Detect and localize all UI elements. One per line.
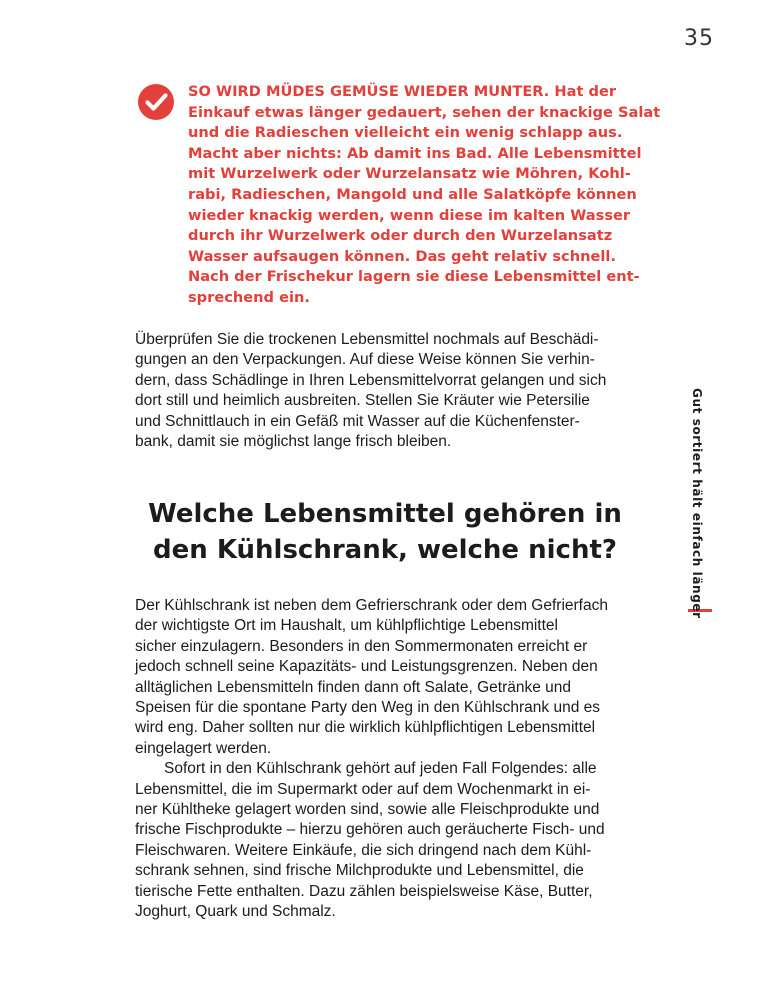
- page-number: 35: [684, 26, 714, 51]
- heading-line: den Kühlschrank, welche nicht?: [153, 535, 617, 565]
- text-line: eingelagert werden.: [135, 739, 272, 757]
- tip-line: rabi, Radieschen, Mangold und alle Salatköpfe können: [188, 185, 637, 203]
- heading-line: Welche Lebensmittel gehören in: [148, 499, 622, 529]
- tip-line: wieder knackig werden, wenn diese im kalten Wasser: [188, 206, 631, 224]
- tip-box: [136, 82, 661, 309]
- text-line: Der Kühlschrank ist neben dem Gefrierschrank oder dem Gefrierfach: [135, 597, 608, 614]
- text-line: frische Fischprodukte – hierzu gehören auch geräucherte Fisch- und: [135, 821, 605, 839]
- text-line: ner Kühltheke gelagert worden sind, sowie alle Fleischprodukte und: [135, 801, 600, 819]
- section-heading: [110, 496, 660, 568]
- text-line: sicher einzulagern. Besonders in den Sommermonaten erreicht er: [135, 637, 588, 655]
- tip-line: SO WIRD MÜDES GEMÜSE WIEDER MUNTER. Hat der: [188, 83, 617, 100]
- tip-line: mit Wurzelwerk oder Wurzelansatz wie Möhren, Kohl-: [188, 165, 631, 183]
- paragraph-fridge-intro: [135, 596, 635, 923]
- text-line: dort still und heimlich ausbreiten. Stellen Sie Kräuter wie Petersilie: [135, 392, 590, 410]
- check-circle-icon: [138, 84, 174, 120]
- chapter-title: Gut sortiert hält einfach länger: [690, 388, 704, 619]
- text-line: der wichtigste Ort im Haushalt, um kühlpflichtige Lebensmittel: [135, 617, 558, 635]
- text-line: Joghurt, Quark und Schmalz.: [135, 903, 336, 921]
- tip-line: Wasser aufsaugen können. Das geht relativ schnell.: [188, 247, 616, 265]
- text-line: und Schnittlauch in ein Gefäß mit Wasser auf die Küchenfenster-: [135, 412, 580, 430]
- text-line: bank, damit sie möglichst lange frisch bleiben.: [135, 433, 452, 451]
- text-line: dern, dass Schädlinge in Ihren Lebensmittelvorrat gelangen und sich: [135, 371, 607, 389]
- text-line: schrank sehnen, sind frische Milchprodukte und Lebensmittel, die: [135, 862, 584, 880]
- text-line: jedoch schnell seine Kapazitäts- und Leistungsgrenzen. Neben den: [135, 658, 598, 676]
- tip-line: sprechend ein.: [188, 288, 310, 306]
- text-line: Lebensmittel, die im Supermarkt oder auf dem Wochenmarkt in ei-: [135, 780, 591, 798]
- text-line: tierische Fette enthalten. Dazu zählen beispielsweise Käse, Butter,: [135, 882, 593, 900]
- tip-line: Einkauf etwas länger gedauert, sehen der knackige Salat: [188, 103, 661, 121]
- tip-line: Nach der Frischekur lagern sie diese Lebensmittel ent-: [188, 268, 640, 286]
- text-line: Sofort in den Kühlschrank gehört auf jeden Fall Folgendes: alle: [164, 760, 597, 778]
- tip-text: [188, 82, 661, 309]
- tip-line: durch ihr Wurzelwerk oder durch den Wurzelansatz: [188, 227, 613, 245]
- text-line: alltäglichen Lebensmitteln finden dann oft Salate, Getränke und: [135, 678, 572, 696]
- chapter-side-tab: [688, 388, 712, 619]
- paragraph-storage-check: [135, 330, 635, 452]
- text-line: wird eng. Daher sollten nur die wirklich kühlpflichtigen Lebensmittel: [135, 719, 596, 737]
- text-line: Überprüfen Sie die trockenen Lebensmittel nochmals auf Beschädi-: [135, 331, 599, 348]
- text-line: Fleischwaren. Weitere Einkäufe, die sich dringend nach dem Kühl-: [135, 841, 592, 859]
- text-line: gungen an den Verpackungen. Auf diese Weise können Sie verhin-: [135, 351, 595, 369]
- tip-line: Macht aber nichts: Ab damit ins Bad. Alle Lebensmittel: [188, 144, 642, 162]
- text-line: Speisen für die spontane Party den Weg in den Kühlschrank und es: [135, 699, 601, 717]
- tip-line: und die Radieschen vielleicht ein wenig schlapp aus.: [188, 124, 623, 142]
